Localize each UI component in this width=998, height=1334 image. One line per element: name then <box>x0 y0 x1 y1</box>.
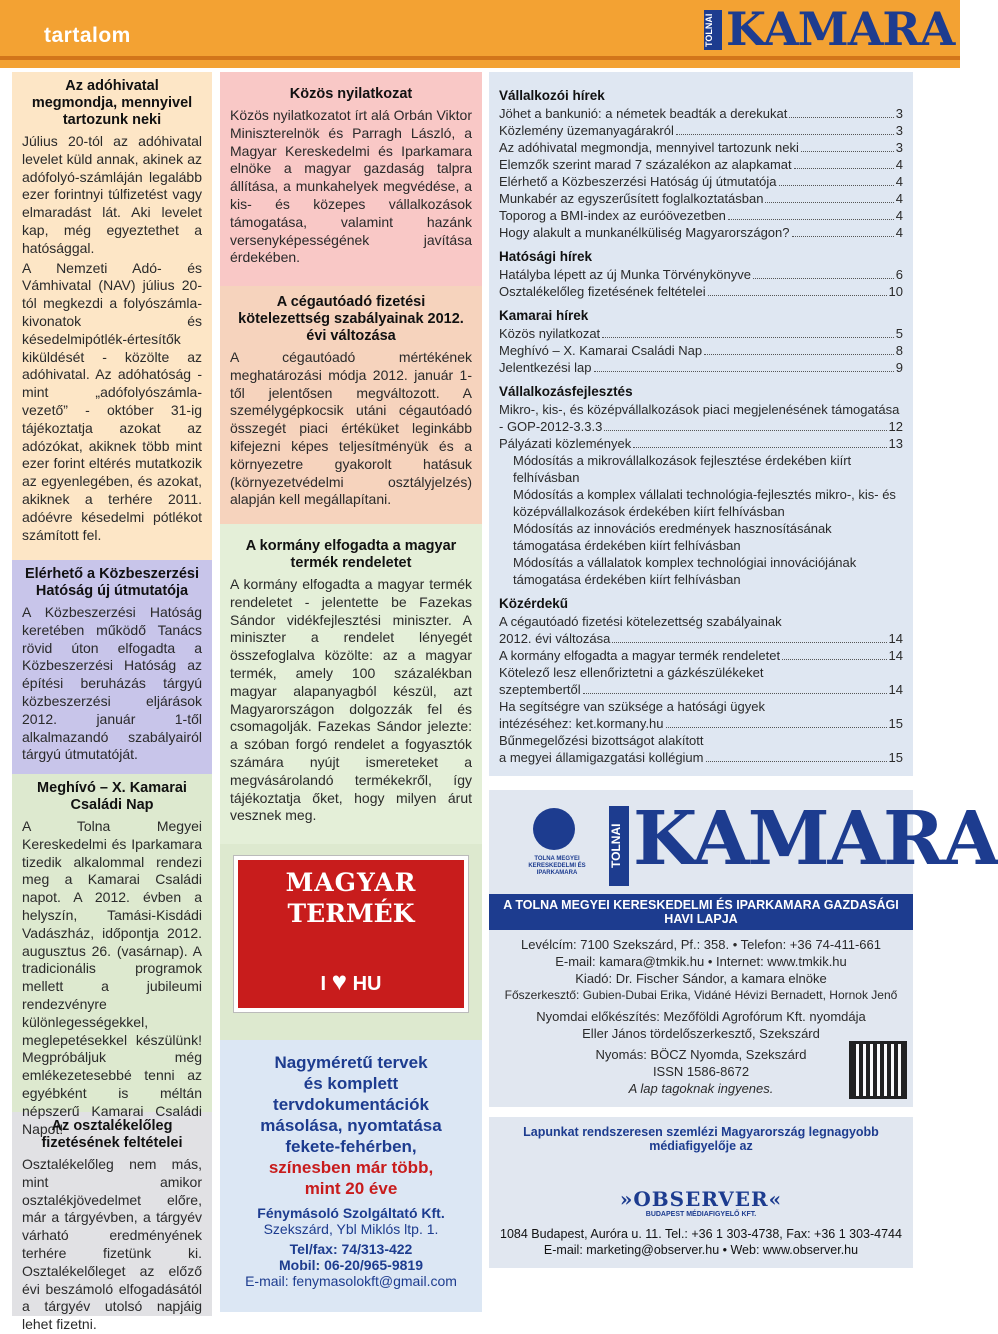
toc-entry-title: Hogy alakult a munkanélküliség Magyarországon? <box>499 225 790 240</box>
toc-entry-page: 6 <box>895 267 903 282</box>
toc-subentry: Módosítás a vállalatok komplex technológiai innovációjának támogatása érdekében kiírt felhívásban <box>513 555 857 587</box>
toc-entry-page: 4 <box>895 208 903 223</box>
toc-entry-page: 14 <box>888 648 903 663</box>
observer-logo: »OBSERVER« <box>619 1187 783 1211</box>
article-cegautoado <box>220 286 482 524</box>
toc-entry-page: 15 <box>888 716 903 731</box>
ad-email: E-mail: fenymasolokft@gmail.com <box>245 1273 457 1289</box>
header-rule <box>0 56 960 60</box>
toc-heading: Közérdekű <box>499 596 569 611</box>
article-title: Meghívó – X. Kamarai Családi Nap <box>37 780 187 813</box>
article-paragraph: A Tolna Megyei Kereskedelmi és Iparkamara tizedik alkalommal rendezi meg a Kamarai Családi napot. A 2012. évben a helyszín, Tamási-Kisdádi Vadászház, időpontja 2012. augusztus 26. (vasárnap). A tradicionális programok mellett a jubileumi rendezvényre különlegességekkel, meglepetésekkel készülünk! Megpróbáljuk még emlékezetesebbé tenni az egyébként is méltán népszerű Kamarai Családi Napot! <box>22 818 202 1137</box>
ad-line4: fekete-fehérben, <box>285 1137 417 1156</box>
toc-entry[interactable] <box>499 418 903 435</box>
toc-entry-page: 14 <box>888 682 903 697</box>
observer-address: 1084 Budapest, Auróra u. 11. Tel.: +36 1 303-4738, Fax: +36 1 303-4744 <box>500 1227 902 1241</box>
toc-heading: Vállalkozásfejlesztés <box>499 384 633 399</box>
article-paragraph: Osztalékelőleg nem más, mint amikor osztalékjövedelmet előre, már a tárgyévben, a tárgyév várható eredményének terhére fizetünk ki. Osztalékelőleget az előző évi beszámoló elfogadásától a tárgyév utolsó napjáig lehet fizetni. <box>22 1156 202 1333</box>
ad-line5: színesben már több, <box>268 1158 434 1177</box>
toc-entry-page: 10 <box>888 284 903 299</box>
toc-entry-page: 4 <box>895 157 903 172</box>
toc-entry-title: Pályázati közlemények <box>499 436 632 451</box>
toc-entry[interactable] <box>499 156 903 173</box>
toc-entry-title: 2012. évi változása <box>499 631 611 646</box>
logo-kamara: KAMARA <box>726 2 955 56</box>
ad-line3: másolása, nyomtatása <box>260 1116 442 1135</box>
toc-entry[interactable] <box>499 190 903 207</box>
left-column <box>12 72 212 1333</box>
toc-dot-leader <box>594 359 894 372</box>
masthead-line: E-mail: kamara@tmkik.hu • Internet: www.tmkik.hu <box>555 954 847 969</box>
toc-entry[interactable] <box>499 630 903 647</box>
toc-entry[interactable] <box>499 342 903 359</box>
middle-column <box>220 72 482 1312</box>
toc-entry[interactable] <box>499 105 903 122</box>
observer-lead: Lapunkat rendszeresen szemlézi Magyarország legnagyobb médiafigyelője az <box>523 1125 879 1153</box>
toc-text: Ha segítségre van szüksége a hatósági ügyek <box>499 699 765 714</box>
toc-entry-page: 15 <box>888 750 903 765</box>
toc-entry[interactable] <box>499 715 903 732</box>
toc-dot-leader <box>704 342 894 355</box>
toc-entry-title: Osztalékelőleg fizetésének feltételei <box>499 284 706 299</box>
toc-entry-page: 14 <box>888 631 903 646</box>
masthead-line: A lap tagoknak ingyenes. <box>628 1081 774 1096</box>
toc-entry[interactable] <box>499 283 903 300</box>
toc-entry-title: intézéséhez: ket.kormany.hu <box>499 716 664 731</box>
toc-heading: Hatósági hírek <box>499 249 593 264</box>
page-header <box>0 0 960 68</box>
ad-line6: mint 20 éve <box>304 1179 398 1198</box>
toc-text: Mikro-, kis-, és középvállalkozások piaci megjelenésének támogatása <box>499 402 900 417</box>
toc-dot-leader <box>801 139 894 152</box>
ad-mobil: Mobil: 06-20/965-9819 <box>279 1257 423 1273</box>
toc-entry-page: 3 <box>895 140 903 155</box>
toc-entry[interactable] <box>499 207 903 224</box>
toc-entry-title: Jöhet a bankunió: a németek beadták a derekukat <box>499 106 788 121</box>
toc-text: Kötelező lesz ellenőriztetni a gázkészülékeket <box>499 665 764 680</box>
logo-tolnai: TOLNAI <box>704 10 722 50</box>
toc-entry[interactable] <box>499 359 903 376</box>
article-title: Az adóhivatal megmondja, mennyivel tartozunk neki <box>31 78 193 128</box>
toc-dot-leader <box>728 207 894 220</box>
toc-text: Bűnmegelőzési bizottságot alakított <box>499 733 704 748</box>
toc-entry-page: 12 <box>888 419 903 434</box>
observer-sub: BUDAPEST MÉDIAFIGYELŐ KFT. <box>645 1211 757 1218</box>
masthead-line: Nyomdai előkészítés: Mezőföldi Agrofórum Kft. nyomdája <box>536 1009 866 1024</box>
toc-subentry: Módosítás a mikrovállalkozások fejlesztése érdekében kiírt felhívásban <box>513 453 852 485</box>
poster-line1: MAGYAR <box>285 868 417 897</box>
article-title: Az osztalékelőleg fizetésének feltételei <box>41 1118 183 1151</box>
toc-entry-page: 4 <box>895 174 903 189</box>
toc-dot-leader <box>765 190 893 203</box>
toc-heading: Vállalkozói hírek <box>499 88 605 103</box>
toc-entry-title: Toporog a BMI-index az euróövezetben <box>499 208 726 223</box>
globe-icon <box>533 808 575 850</box>
toc-entry[interactable] <box>499 224 903 241</box>
masthead-line: Levélcím: 7100 Szekszárd, Pf.: 358. • Telefon: +36 74-411-661 <box>521 937 881 952</box>
toc-entry[interactable] <box>499 122 903 139</box>
article-title: A kormány elfogadta a magyar termék rendeletet <box>245 538 457 571</box>
fenymasolo-ad <box>220 1040 482 1312</box>
toc-entry-title: Meghívó – X. Kamarai Családi Nap <box>499 343 703 358</box>
toc-entry-page: 5 <box>895 326 903 341</box>
masthead-line: ISSN 1586-8672 <box>652 1064 750 1079</box>
toc-entry-title: Elérhető a Közbeszerzési Hatóság új útmutatója <box>499 174 777 189</box>
masthead-bar: A TOLNA MEGYEI KERESKEDELMI ÉS IPARKAMARA GAZDASÁGI HAVI LAPJA <box>489 894 913 930</box>
magyar-termek-logo <box>234 856 468 1012</box>
toc-text: A cégautóadó fizetési kötelezettség szabályainak <box>499 614 782 629</box>
section-title: tartalom <box>44 24 131 47</box>
toc-subentry: Módosítás az innovációs eredmények hasznosításának támogatása érdekében kiírt felhívásban <box>513 521 832 553</box>
toc-entry-page: 8 <box>895 343 903 358</box>
poster-line2: TERMÉK <box>287 899 415 928</box>
toc-entry[interactable] <box>499 266 903 283</box>
toc-entry-page: 3 <box>895 123 903 138</box>
ad-company: Fénymásoló Szolgáltató Kft. <box>257 1205 445 1221</box>
toc-entry-title: Elemzők szerint marad 7 százalékon az alapkamat <box>499 157 792 172</box>
ad-line2: és komplett tervdokumentációk <box>273 1074 429 1114</box>
toc-entry-title: a megyei államigazgatási kollégium <box>499 750 704 765</box>
toc-entry-title: Munkabér az egyszerűsített foglalkoztatásban <box>499 191 764 206</box>
toc-groups <box>499 88 903 376</box>
ad-address: Szekszárd, Ybl Miklós ltp. 1. <box>263 1221 439 1237</box>
toc-subentry: Módosítás a komplex vállalati technológia-fejlesztés mikro-, kis- és középvállalkozások érdekében kiírt felhívásban <box>513 487 896 519</box>
poster-hu: HU <box>352 973 382 995</box>
toc-dot-leader <box>792 224 894 237</box>
toc-entry[interactable] <box>499 749 903 766</box>
toc-entry-page: 9 <box>895 360 903 375</box>
masthead-line: Főszerkesztő: Gubien-Dubai Erika, Vidáné Hévizi Bernadett, Hornok Jenő <box>504 988 898 1002</box>
article-osztalek <box>12 1112 212 1333</box>
article-paragraph: A cégautóadó mértékének meghatározási módja 2012. január 1-től jelentősen megváltozott. A személygépkocsik utáni cégautóadó összegét piaci értéküket leginkább kifejezni képes teljesítményük és a környezetre gyakorolt hatásuk (környezetvédelmi osztályjelzés) alapján kell megállapítani. <box>230 349 472 508</box>
article-paragraph: Július 20-tól az adóhivatal levelet küld annak, akinek az adófolyó-számláján legalább ezer forintnyi túlfizetést vagy elmaradást lát. Aki levelet kap, még egyeztethet a hatósággal. <box>22 133 202 256</box>
article-paragraph: A Nemzeti Adó- és Vámhivatal (NAV) július 20-tól megkezdi a folyószámla-kivonatok és késedelmipótlék-értesítők kiküldését - közölte az adóhivatal. Az adóhatóság - mint „adófolyószámla-vezető” - október 31-ig tájékoztatja azokat az adózókat, akiknek több mint ezer forint eltérés mutatkozik az egyenlegében, és azokat, akiknek a terhére 2011. adóévre késedelmi pótlékot számított fel. <box>22 259 202 543</box>
toc-entry[interactable] <box>499 435 903 452</box>
article-paragraph: Közös nyilatkozatot írt alá Orbán Viktor Miniszterelnök és Parragh László, a Magyar Kereskedelmi és Iparkamara elnöke a magyar gazdaság talpra állítása, a munkahelyek megvédése, a kis- és közepes vállalkozások támogatása, valamint hazánk versenyképességének javítása érdekében. <box>230 107 472 266</box>
masthead-line: Eller János tördelőszerkesztő, Szekszárd <box>582 1026 820 1041</box>
article-paragraph: A Közbeszerzési Hatóság keretében működő Tanács rövid úton elfogadta a Közbeszerzési Hatóság az építési beruházás tárgyú közbeszerzési eljárások 2012. január 1-től alkalmazandó szabályairól tárgyú útmutatóját. <box>22 604 202 763</box>
article-kozos-nyilatkozat <box>220 72 482 286</box>
toc-dot-leader <box>753 266 894 279</box>
heart-icon: ♥ <box>331 966 348 996</box>
toc-dot-leader <box>602 325 894 338</box>
masthead-tolnai: TOLNAI <box>609 806 629 886</box>
toc-entry-title: Közlemény üzemanyagárakról <box>499 123 674 138</box>
toc-entry-page: 4 <box>895 225 903 240</box>
masthead-line: Nyomás: BÖCZ Nyomda, Szekszárd <box>595 1047 807 1062</box>
article-magyar-termek <box>220 524 482 844</box>
article-kozbeszerzes <box>12 560 212 774</box>
article-title: Közös nyilatkozat <box>289 86 413 102</box>
toc-dot-leader <box>789 105 893 118</box>
article-title: A cégautóadó fizetési kötelezettség szabályainak 2012. évi változása <box>238 294 464 344</box>
table-of-contents <box>489 72 913 776</box>
toc-entry-title: - GOP-2012-3.3.3 <box>499 419 603 434</box>
toc-heading: Kamarai hírek <box>499 308 589 323</box>
toc-dot-leader <box>779 173 894 186</box>
toc-entry-page: 4 <box>895 191 903 206</box>
poster-i: I <box>320 973 327 995</box>
observer-web: E-mail: marketing@observer.hu • Web: www.observer.hu <box>543 1243 859 1257</box>
toc-dot-leader <box>794 156 894 169</box>
article-paragraph: A kormány elfogadta a magyar termék rendeletet - jelentette be Fazekas Sándor vidékfejlesztési miniszter. A miniszter a rendelet lényegét összefoglalva közölte: az a magyar termék, amely 100 százalékban magyar alapanyagból készül, azt Magyarországon dolgozzák fel és csomagolják. Fazekas Sándor jelezte: a szóban forgó rendelet a fogyasztók számára nyújt ismereteket a megvásárolandó termékekről, így tájékoztatja őket, hogy milyen árut vesznek meg. <box>230 576 472 824</box>
toc-entry-page: 13 <box>888 436 903 451</box>
observer-box <box>489 1117 913 1268</box>
poster-line3 <box>238 966 464 997</box>
magyar-termek-poster <box>220 844 482 1040</box>
qr-code <box>849 1041 907 1099</box>
toc-entry-title: Az adóhivatal megmondja, mennyivel tartozunk neki <box>499 140 799 155</box>
toc-entry-title: Jelentkezési lap <box>499 360 592 375</box>
masthead-line: Kiadó: Dr. Fischer Sándor, a kamara elnöke <box>575 971 827 986</box>
toc-entry-page: 3 <box>895 106 903 121</box>
masthead-kamara: KAMARA <box>633 796 998 882</box>
masthead-logo <box>497 796 998 888</box>
toc-entry[interactable] <box>499 139 903 156</box>
masthead <box>489 790 998 1107</box>
toc-entry-title: A kormány elfogadta a magyar termék rendeletet <box>499 648 781 663</box>
chamber-name: TOLNA MEGYEI KERESKEDELMI ÉS IPARKAMARA <box>528 856 586 876</box>
toc-entry-title: Hatályba lépett az új Munka Törvénykönyve <box>499 267 751 282</box>
toc-entry-title: Közös nyilatkozat <box>499 326 601 341</box>
toc-entry[interactable] <box>499 173 903 190</box>
toc-dot-leader <box>708 283 887 296</box>
ad-line1: Nagyméretű tervek <box>274 1053 428 1072</box>
toc-entry[interactable] <box>499 647 903 664</box>
toc-entry-title: szeptembertől <box>499 682 581 697</box>
article-adohivatal <box>12 72 212 560</box>
toc-dot-leader <box>676 122 894 135</box>
article-title: Elérhető a Közbeszerzési Hatóság új útmutatója <box>24 566 200 599</box>
toc-entry[interactable] <box>499 681 903 698</box>
ad-tel: Tel/fax: 74/313-422 <box>289 1241 413 1257</box>
toc-entry[interactable] <box>499 325 903 342</box>
contents-column <box>489 72 998 1268</box>
